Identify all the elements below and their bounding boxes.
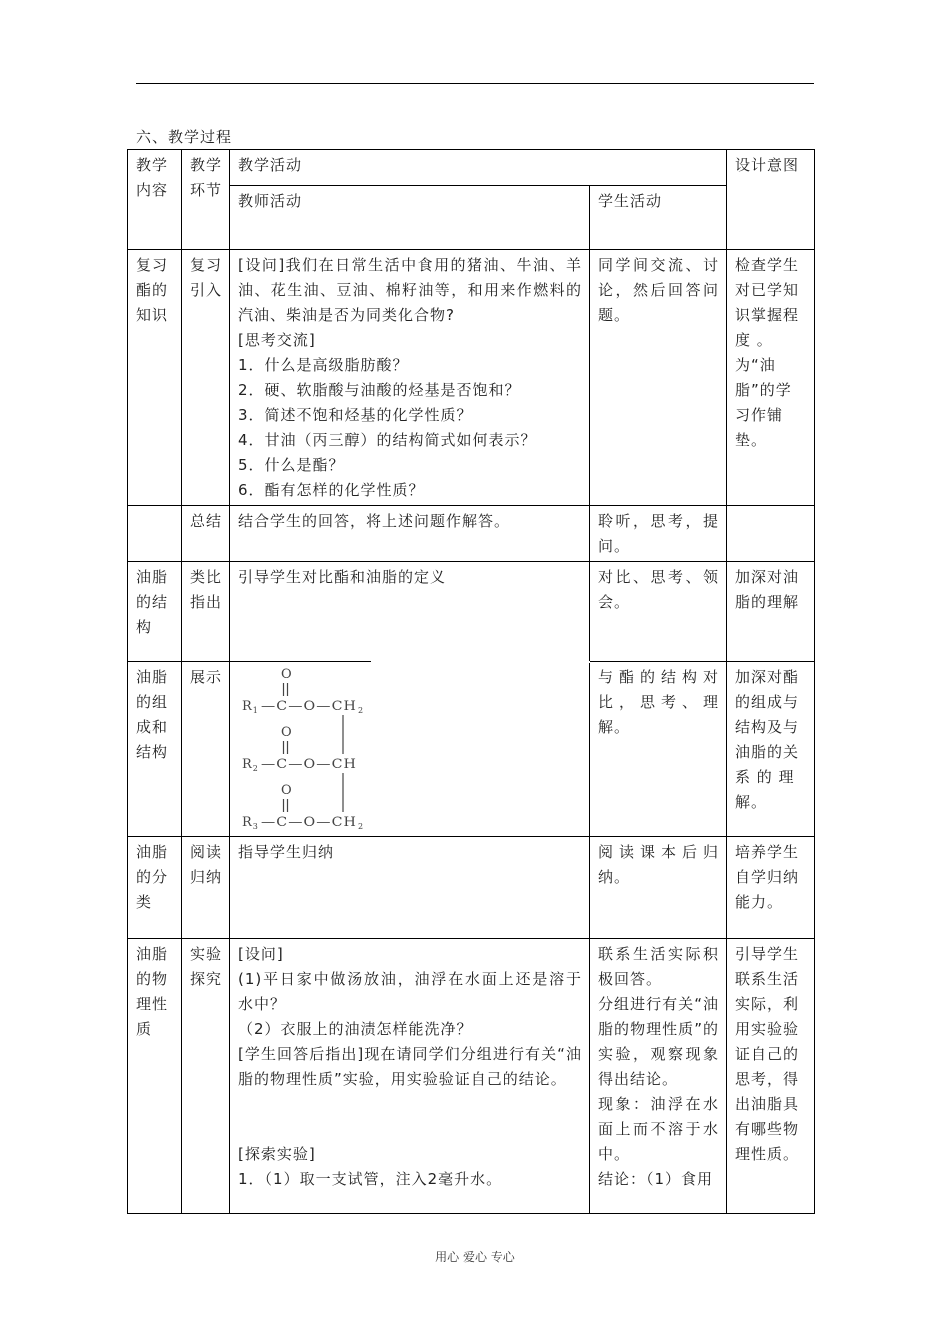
r1-group: $R_1$ [242, 699, 259, 715]
formula-border-gap [371, 661, 590, 663]
row-teacher [230, 250, 590, 506]
review-question: 3．简述不饱和烃基的化学性质？ [238, 406, 473, 424]
row-stage: 复习引入 [182, 250, 230, 506]
spacer [238, 1092, 582, 1142]
ch2-subscript-3: 2 [358, 822, 365, 831]
row-intent: 引导学生联系生活实际，利用实验验证自己的思考，得出油脂具有哪些物理性质。 [727, 939, 815, 1214]
review-question: 5．什么是酯？ [238, 456, 345, 474]
teacher-line: （2）衣服上的油渍怎样能洗净？ [238, 1020, 473, 1038]
review-question: 4．甘油（丙三醇）的结构简式如何表示？ [238, 431, 537, 449]
carbonyl-oxygen-3: O [281, 783, 293, 798]
row-stage: 展示 [182, 662, 230, 837]
page-footer: 用心 爱心 专心 [435, 1250, 515, 1264]
triglyceride-structure-formula [230, 662, 430, 836]
row-student: 阅读课本后归纳。 [590, 837, 727, 939]
row-teacher: 结合学生的回答，将上述问题作解答。 [230, 506, 590, 562]
row-content: 复习酯的知识 [128, 250, 182, 506]
row-student: 聆听，思考，提问。 [590, 506, 727, 562]
row-content: 油脂的物理性质 [128, 939, 182, 1214]
row-intent: 加深对油脂的理解 [727, 562, 815, 662]
review-question: 1．什么是高级脂肪酸？ [238, 356, 409, 374]
row-content [128, 506, 182, 562]
teacher-subheading: [思考交流] [238, 331, 316, 349]
carbonyl-oxygen-1: O [281, 667, 293, 682]
row-intent [727, 506, 815, 562]
lesson-table [127, 149, 815, 1214]
row-student: 同学间交流、讨论，然后回答问题。 [590, 250, 727, 506]
r2-group: $R_2$ [242, 757, 259, 773]
ester-chain-2: —C—O—CH [261, 757, 357, 772]
header-teacher: 教师活动 [230, 186, 590, 250]
header-activities: 教学活动 [230, 150, 727, 186]
header-content: 教学内容 [128, 150, 182, 250]
row-intent: 检查学生对已学知识掌握程度 。 为“油脂”的学习作铺垫。 [727, 250, 815, 506]
table-subheader-row [128, 186, 815, 250]
row-student: 与酯的结构对比，思考、理解。 [590, 662, 727, 837]
row-student [590, 939, 727, 1214]
table-row [128, 250, 815, 506]
ester-chain-3: —C—O—CH [261, 815, 357, 830]
review-question: 2．硬、软脂酸与油酸的烃基是否饱和？ [238, 381, 521, 399]
student-line: 分组进行有关“油脂的物理性质”的实验，观察现象得出结论。 [598, 995, 720, 1088]
teacher-line: [学生回答后指出]现在请同学们分组进行有关“油脂的物理性质”实验，用实验验证自己的结论。 [238, 1045, 582, 1088]
header-intent: 设计意图 [727, 150, 815, 250]
section-title: 六、教学过程 [136, 128, 233, 146]
row-teacher: 引导学生对比酯和油脂的定义 [230, 562, 590, 662]
review-question: 6．酯有怎样的化学性质？ [238, 481, 425, 499]
teacher-question: [设问]我们在日常生活中食用的猪油、牛油、羊油、花生油、豆油、棉籽油等，和用来作燃料的汽油、柴油是否为同类化合物? [238, 256, 582, 324]
table-row [128, 562, 815, 662]
header-stage: 教学环节 [182, 150, 230, 250]
row-teacher: 指导学生归纳 [230, 837, 590, 939]
ester-chain-1: —C—O—CH [261, 699, 357, 714]
student-line: 结论：（1）食用 [598, 1170, 714, 1188]
r3-group: $R_3$ [242, 815, 259, 831]
row-content: 油脂的分类 [128, 837, 182, 939]
row-intent: 加深对酯的组成与结构及与油脂的关系 的 理解。 [727, 662, 815, 837]
teacher-line: [探索实验] [238, 1145, 316, 1163]
student-line: 现象：油浮在水面上而不溶于水中。 [598, 1095, 720, 1163]
teacher-line: (1)平日家中做汤放油，油浮在水面上还是溶于水中？ [238, 970, 582, 1013]
table-row [128, 939, 815, 1214]
row-stage: 实验探究 [182, 939, 230, 1214]
table-row [128, 506, 815, 562]
row-stage: 类比指出 [182, 562, 230, 662]
header-student: 学生活动 [590, 186, 727, 250]
row-intent: 培养学生自学归纳能力。 [727, 837, 815, 939]
teacher-line: 1．（1）取一支试管，注入2毫升水。 [238, 1170, 503, 1188]
student-line: 联系生活实际积极回答。 [598, 945, 720, 988]
row-teacher [230, 939, 590, 1214]
row-content: 油脂的组成和结构 [128, 662, 182, 837]
row-teacher-formula [230, 662, 590, 837]
carbonyl-oxygen-2: O [281, 725, 293, 740]
table-row [128, 837, 815, 939]
row-stage: 总结 [182, 506, 230, 562]
row-stage: 阅读归纳 [182, 837, 230, 939]
row-student: 对比、思考、领会。 [590, 562, 727, 662]
ch2-subscript-1: 2 [358, 706, 365, 715]
header-rule [136, 83, 814, 84]
teacher-line: [设问] [238, 945, 284, 963]
table-row [128, 662, 815, 837]
row-content: 油脂的结构 [128, 562, 182, 662]
table-header-row [128, 150, 815, 186]
